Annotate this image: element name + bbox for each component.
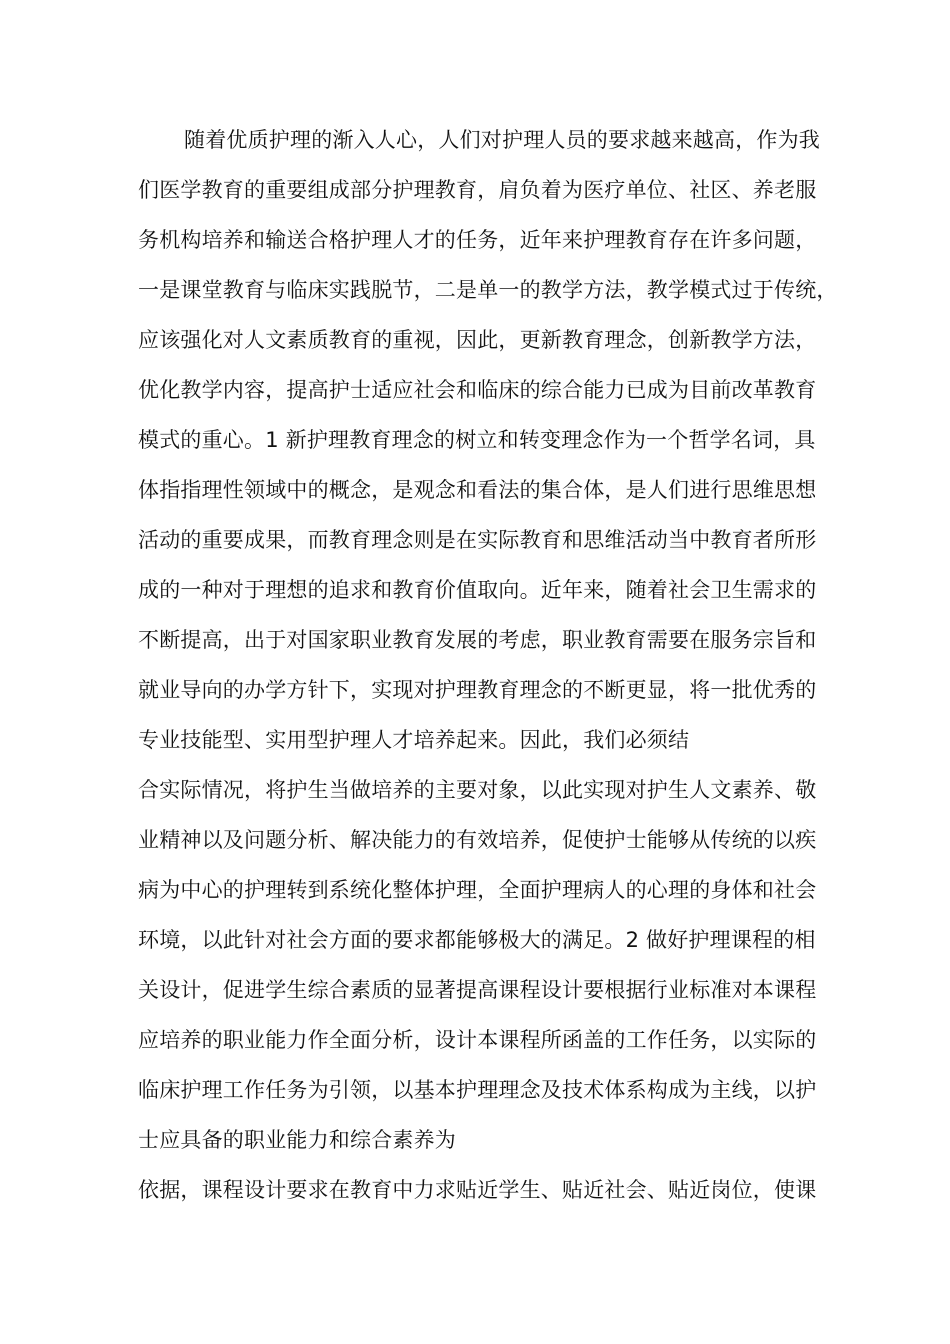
text-line: 体指指理性领域中的概念，是观念和看法的集合体，是人们进行思维思想 [138, 478, 817, 502]
text-line: 依据，课程设计要求在教育中力求贴近学生、贴近社会、贴近岗位，使课 [138, 1178, 817, 1202]
text-line: 环境，以此针对社会方面的要求都能够极大的满足。2 做好护理课程的相 [138, 928, 816, 952]
text-line: 随着优质护理的渐入人心，人们对护理人员的要求越来越高，作为我 [184, 128, 820, 152]
text-line: 士应具备的职业能力和综合素养为 [138, 1128, 456, 1152]
text-line: 临床护理工作任务为引领，以基本护理理念及技术体系构成为主线，以护 [138, 1078, 817, 1102]
text-line: 一是课堂教育与临床实践脱节，二是单一的教学方法，教学模式过于传统， [138, 278, 838, 302]
text-line: 们医学教育的重要组成部分护理教育，肩负着为医疗单位、社区、养老服 [138, 178, 817, 202]
text-line: 应培养的职业能力作全面分析，设计本课程所函盖的工作任务，以实际的 [138, 1028, 817, 1052]
text-line: 应该强化对人文素质教育的重视，因此，更新教育理念，创新教学方法， [138, 328, 817, 352]
text-line: 活动的重要成果，而教育理念则是在实际教育和思维活动当中教育者所形 [138, 528, 817, 552]
text-line: 合实际情况，将护生当做培养的主要对象，以此实现对护生人文素养、敬 [138, 778, 817, 802]
text-line: 成的一种对于理想的追求和教育价值取向。近年来，随着社会卫生需求的 [138, 578, 817, 602]
text-line: 病为中心的护理转到系统化整体护理，全面护理病人的心理的身体和社会 [138, 878, 817, 902]
text-line: 务机构培养和输送合格护理人才的任务，近年来护理教育存在许多问题， [138, 228, 817, 252]
text-line: 不断提高，出于对国家职业教育发展的考虑，职业教育需要在服务宗旨和 [138, 628, 817, 652]
text-line: 专业技能型、实用型护理人才培养起来。因此，我们必须结 [138, 728, 690, 752]
text-line: 就业导向的办学方针下，实现对护理教育理念的不断更显，将一批优秀的 [138, 678, 817, 702]
text-line: 模式的重心。1 新护理教育理念的树立和转变理念作为一个哲学名词，具 [138, 428, 816, 452]
text-line: 优化教学内容，提高护士适应社会和临床的综合能力已成为目前改革教育 [138, 378, 817, 402]
text-line: 关设计，促进学生综合素质的显著提高课程设计要根据行业标准对本课程 [138, 978, 817, 1002]
text-line: 业精神以及问题分析、解决能力的有效培养，促使护士能够从传统的以疾 [138, 828, 817, 852]
